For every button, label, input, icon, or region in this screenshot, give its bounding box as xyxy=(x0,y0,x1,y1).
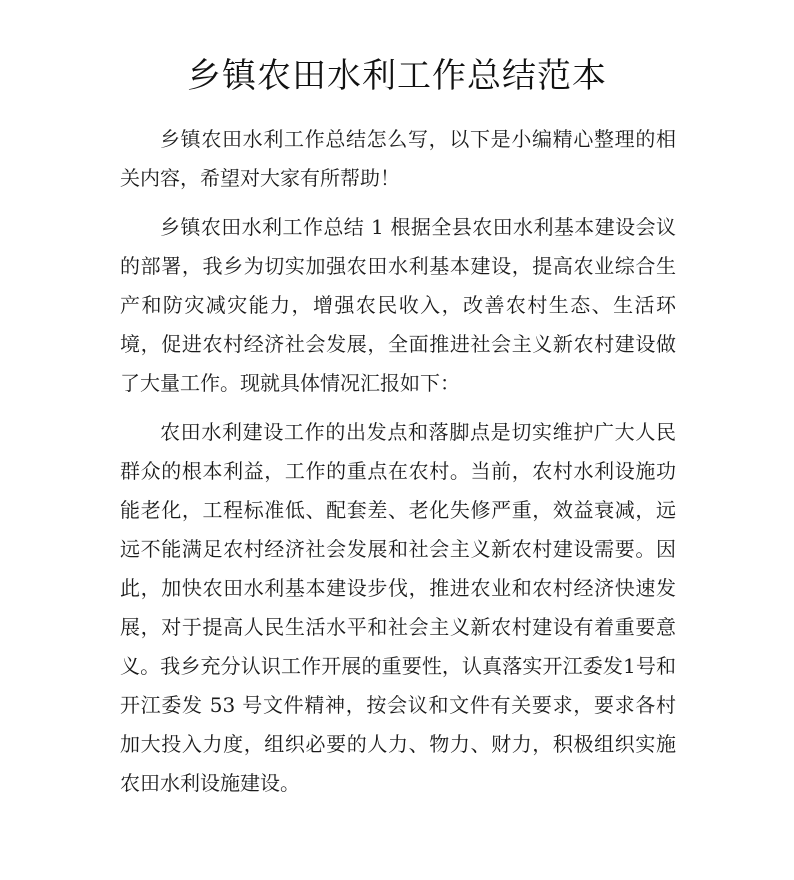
paragraph-intro: 乡镇农田水利工作总结怎么写，以下是小编精心整理的相关内容，希望对大家有所帮助！ xyxy=(120,127,676,190)
document-body xyxy=(120,120,676,803)
paragraph-summary-2: 农田水利建设工作的出发点和落脚点是切实维护广大人民群众的根本利益，工作的重点在农村。当前，农村水利设施功能老化，工程标准低、配套差、老化失修严重，效益衰减，远远不能满足农村经济社会发展和社会主义新农村建设需要。因此，加快农田水利基本建设步伐，推进农业和农村经济快速发展，对于提高人民生活水平和社会主义新农村建设有着重要意义。我乡充分认识工作开展的重要性，认真落实开江委发1号和开江委发 53 号文件精神，按会议和文件有关要求，要求各村加大投入力度，组织必要的人力、物力、财力，积极组织实施农田水利设施建设。 xyxy=(120,420,676,795)
paragraph-summary-1: 乡镇农田水利工作总结 1 根据全县农田水利基本建设会议的部署，我乡为切实加强农田水利基本建设，提高农业综合生产和防灾减灾能力，增强农民收入，改善农村生态、生活环境，促进农村经济社会发展，全面推进社会主义新农村建设做了大量工作。现就具体情况汇报如下： xyxy=(120,215,676,395)
document-title: 乡镇农田水利工作总结范本 xyxy=(187,56,607,96)
